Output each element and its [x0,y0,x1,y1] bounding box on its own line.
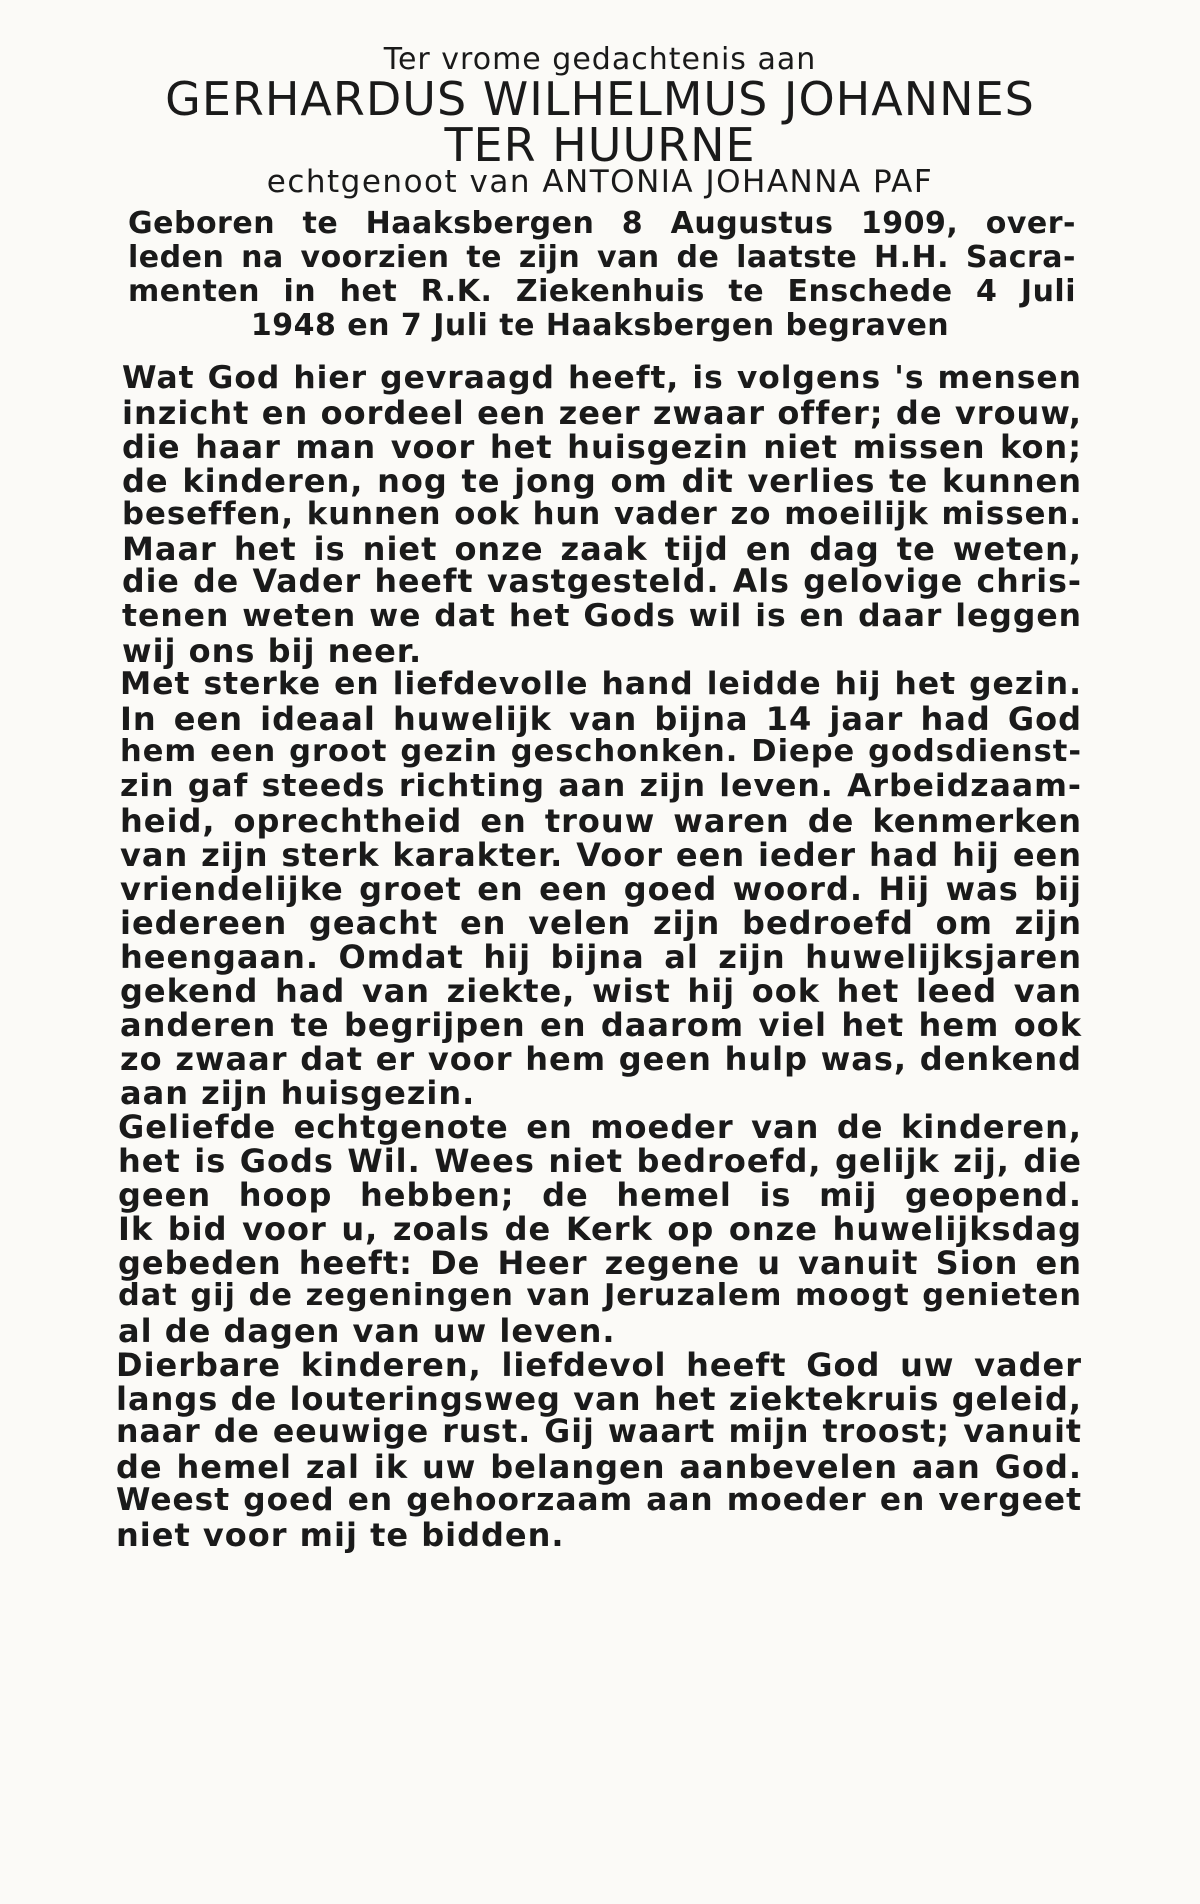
text-line: tenen weten we dat het Gods wil is en daar leggen [122,598,1082,634]
details-line: leden na voorzien te zijn van de laatste H.H. Sacra- [128,240,1076,275]
deceased-name-line1: GERHARDUS WILHELMUS JOHANNES [165,72,1035,126]
text-line: heengaan. Omdat hij bijna al zijn huwelijksjaren [120,938,1082,976]
text-line: Dierbare kinderen, liefdevol heeft God uw vader [116,1346,1082,1384]
text-line: Ik bid voor u, zoals de Kerk op onze huwelijksdag [118,1210,1082,1248]
text-line: naar de eeuwige rust. Gij waart mijn troost; vanuit [116,1414,1082,1450]
text-line: Met sterke en liefdevolle hand leidde hij het gezin. [120,666,1082,702]
text-line: van zijn sterk karakter. Voor een ieder had hij een [120,836,1082,874]
text-line: dat gij de zegeningen van Jeruzalem moogt genieten [118,1278,1082,1313]
details-line: menten in het R.K. Ziekenhuis te Enschede 4 Juli [128,274,1076,309]
details-line: 1948 en 7 Juli te Haaksbergen begraven [250,308,950,343]
text-line: iedereen geacht en velen zijn bedroefd om zijn [120,904,1082,942]
text-line: zo zwaar dat er voor hem geen hulp was, denkend [120,1040,1082,1078]
text-line: niet voor mij te bidden. [116,1516,565,1554]
text-line: gekend had van ziekte, wist hij ook het leed van [120,972,1082,1010]
text-line: Weest goed en gehoorzaam aan moeder en vergeet [116,1482,1082,1518]
text-line: wij ons bij neer. [122,632,423,670]
spouse-line: echtgenoot van ANTONIA JOHANNA PAF [266,164,934,200]
text-line: heid, oprechtheid en trouw waren de kenmerken [120,802,1082,840]
text-line: de hemel zal ik uw belangen aanbevelen aan God. [116,1448,1082,1486]
details-line: Geboren te Haaksbergen 8 Augustus 1909, over- [128,206,1076,241]
text-line: Geliefde echtgenote en moeder van de kinderen, [118,1108,1082,1146]
text-line: langs de louteringsweg van het ziektekruis geleid, [116,1380,1082,1418]
text-line: Maar het is niet onze zaak tijd en dag te weten, [122,530,1082,568]
text-line: de kinderen, nog te jong om dit verlies te kunnen [122,462,1082,500]
text-line: het is Gods Wil. Wees niet bedroefd, gelijk zij, die [118,1142,1082,1180]
text-line: die haar man voor het huisgezin niet missen kon; [122,428,1082,466]
text-line: Wat God hier gevraagd heeft, is volgens 's mensen [122,360,1082,396]
text-line: zin gaf steeds richting aan zijn leven. Arbeidzaam- [120,768,1082,804]
text-line: hem een groot gezin geschonken. Diepe godsdienst- [120,734,1082,769]
text-line: al de dagen van uw leven. [118,1312,616,1350]
text-line: gebeden heeft: De Heer zegene u vanuit Sion en [118,1244,1082,1282]
text-line: die de Vader heeft vastgesteld. Als gelovige chris- [122,564,1082,600]
text-line: anderen te begrijpen en daarom viel het hem ook [120,1006,1082,1044]
text-line: beseffen, kunnen ook hun vader zo moeilijk missen. [122,496,1082,532]
text-line: aan zijn huisgezin. [120,1074,476,1112]
text-line: In een ideaal huwelijk van bijna 14 jaar had God [120,700,1082,738]
card-intro: Ter vrome gedachtenis aan [383,42,817,77]
text-line: geen hoop hebben; de hemel is mij geopend. [118,1176,1082,1214]
deceased-name-line2: TER HUURNE [444,118,756,172]
text-line: inzicht en oordeel een zeer zwaar offer; de vrouw, [122,394,1082,432]
text-line: vriendelijke groet en een goed woord. Hij was bij [120,870,1082,908]
